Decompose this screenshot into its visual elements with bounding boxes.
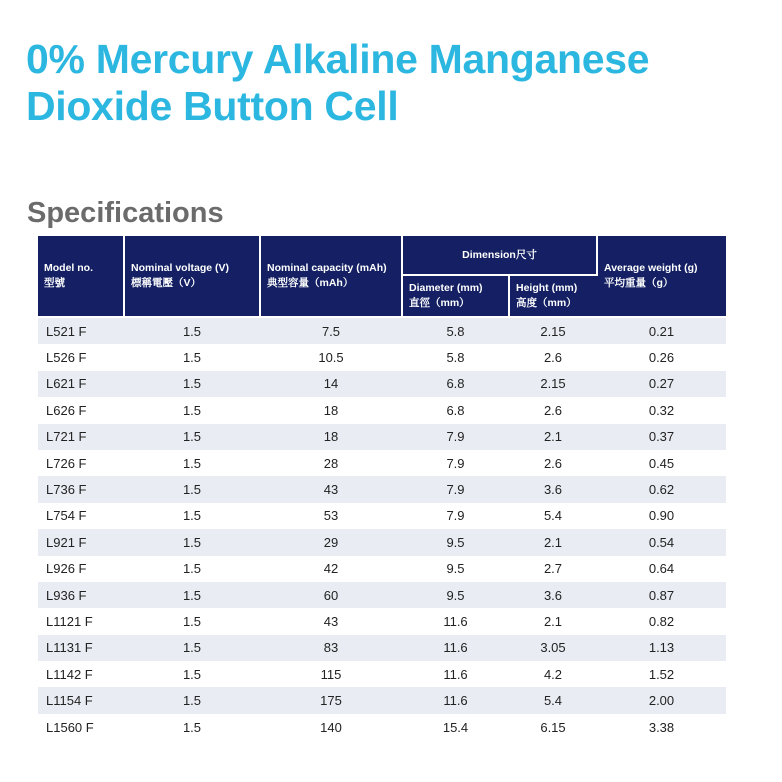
table-row — [38, 556, 726, 582]
cell-diameter: 7.9 — [402, 450, 509, 476]
cell-height: 3.6 — [509, 582, 597, 608]
cell-capacity: 18 — [260, 397, 402, 423]
cell-capacity: 140 — [260, 714, 402, 740]
cell-voltage: 1.5 — [124, 635, 260, 661]
cell-voltage: 1.5 — [124, 317, 260, 344]
table-row — [38, 582, 726, 608]
cell-model: L726 F — [38, 450, 124, 476]
header-dimension — [402, 236, 597, 275]
cell-model: L754 F — [38, 503, 124, 529]
cell-weight: 3.38 — [597, 714, 726, 740]
table-row — [38, 424, 726, 450]
cell-voltage: 1.5 — [124, 476, 260, 502]
table-row — [38, 371, 726, 397]
cell-voltage: 1.5 — [124, 608, 260, 634]
header-voltage-label: Nominal voltage (V) 標稱電壓（V） — [131, 262, 230, 289]
cell-capacity: 28 — [260, 450, 402, 476]
cell-diameter: 7.9 — [402, 424, 509, 450]
cell-height: 3.05 — [509, 635, 597, 661]
cell-model: L526 F — [38, 344, 124, 370]
cell-model: L1560 F — [38, 714, 124, 740]
cell-height: 2.15 — [509, 371, 597, 397]
header-weight — [597, 236, 726, 317]
cell-capacity: 60 — [260, 582, 402, 608]
cell-diameter: 6.8 — [402, 371, 509, 397]
cell-height: 2.1 — [509, 424, 597, 450]
cell-model: L521 F — [38, 317, 124, 344]
header-model — [38, 236, 124, 317]
cell-weight: 0.26 — [597, 344, 726, 370]
page-title: 0% Mercury Alkaline Manganese Dioxide Button Cell — [26, 36, 650, 129]
cell-height: 4.2 — [509, 661, 597, 687]
cell-model: L1142 F — [38, 661, 124, 687]
cell-capacity: 42 — [260, 556, 402, 582]
table-row — [38, 661, 726, 687]
cell-capacity: 43 — [260, 608, 402, 634]
header-dimension-label: Dimension尺寸 — [462, 248, 537, 261]
cell-weight: 0.32 — [597, 397, 726, 423]
cell-voltage: 1.5 — [124, 556, 260, 582]
cell-diameter: 9.5 — [402, 529, 509, 555]
cell-diameter: 5.8 — [402, 344, 509, 370]
cell-model: L936 F — [38, 582, 124, 608]
cell-diameter: 11.6 — [402, 687, 509, 713]
cell-weight: 0.82 — [597, 608, 726, 634]
cell-height: 2.7 — [509, 556, 597, 582]
cell-weight: 1.52 — [597, 661, 726, 687]
cell-diameter: 5.8 — [402, 317, 509, 344]
table-row — [38, 344, 726, 370]
cell-capacity: 7.5 — [260, 317, 402, 344]
table-row — [38, 503, 726, 529]
cell-height: 6.15 — [509, 714, 597, 740]
cell-weight: 0.64 — [597, 556, 726, 582]
table-row — [38, 529, 726, 555]
cell-model: L626 F — [38, 397, 124, 423]
cell-weight: 0.87 — [597, 582, 726, 608]
cell-voltage: 1.5 — [124, 687, 260, 713]
cell-diameter: 15.4 — [402, 714, 509, 740]
cell-capacity: 83 — [260, 635, 402, 661]
cell-height: 2.6 — [509, 397, 597, 423]
cell-height: 5.4 — [509, 503, 597, 529]
table-row — [38, 476, 726, 502]
cell-height: 2.1 — [509, 529, 597, 555]
cell-diameter: 9.5 — [402, 582, 509, 608]
cell-height: 2.15 — [509, 317, 597, 344]
cell-model: L721 F — [38, 424, 124, 450]
cell-voltage: 1.5 — [124, 344, 260, 370]
cell-capacity: 115 — [260, 661, 402, 687]
table-row — [38, 608, 726, 634]
cell-capacity: 53 — [260, 503, 402, 529]
cell-diameter: 11.6 — [402, 608, 509, 634]
cell-voltage: 1.5 — [124, 714, 260, 740]
cell-voltage: 1.5 — [124, 503, 260, 529]
cell-model: L1121 F — [38, 608, 124, 634]
table-row — [38, 687, 726, 713]
header-model-label: Model no. 型號 — [44, 262, 93, 289]
cell-voltage: 1.5 — [124, 582, 260, 608]
cell-height: 2.6 — [509, 344, 597, 370]
header-diameter-label: Diameter (mm) 直徑（mm） — [409, 282, 483, 309]
table-row — [38, 317, 726, 344]
cell-voltage: 1.5 — [124, 661, 260, 687]
cell-weight: 0.37 — [597, 424, 726, 450]
cell-voltage: 1.5 — [124, 450, 260, 476]
cell-model: L736 F — [38, 476, 124, 502]
table-row — [38, 714, 726, 740]
table-header — [38, 236, 726, 317]
cell-capacity: 29 — [260, 529, 402, 555]
cell-capacity: 10.5 — [260, 344, 402, 370]
header-diameter — [402, 275, 509, 317]
cell-height: 3.6 — [509, 476, 597, 502]
table-row — [38, 635, 726, 661]
cell-diameter: 7.9 — [402, 476, 509, 502]
cell-weight: 0.27 — [597, 371, 726, 397]
cell-model: L621 F — [38, 371, 124, 397]
header-capacity — [260, 236, 402, 317]
header-height-label: Height (mm) 高度（mm） — [516, 282, 578, 309]
cell-diameter: 7.9 — [402, 503, 509, 529]
cell-diameter: 11.6 — [402, 635, 509, 661]
cell-diameter: 9.5 — [402, 556, 509, 582]
cell-weight: 2.00 — [597, 687, 726, 713]
cell-voltage: 1.5 — [124, 424, 260, 450]
cell-weight: 1.13 — [597, 635, 726, 661]
table-row — [38, 397, 726, 423]
header-height — [509, 275, 597, 317]
header-weight-label: Average weight (g) 平均重量（g） — [604, 262, 698, 289]
table-body — [38, 317, 726, 740]
cell-capacity: 14 — [260, 371, 402, 397]
cell-model: L1154 F — [38, 687, 124, 713]
cell-height: 2.6 — [509, 450, 597, 476]
cell-model: L921 F — [38, 529, 124, 555]
cell-height: 2.1 — [509, 608, 597, 634]
cell-capacity: 175 — [260, 687, 402, 713]
cell-voltage: 1.5 — [124, 529, 260, 555]
table-row — [38, 450, 726, 476]
cell-weight: 0.90 — [597, 503, 726, 529]
cell-weight: 0.21 — [597, 317, 726, 344]
cell-weight: 0.45 — [597, 450, 726, 476]
header-capacity-label: Nominal capacity (mAh) 典型容量（mAh） — [267, 262, 387, 289]
cell-diameter: 6.8 — [402, 397, 509, 423]
cell-weight: 0.54 — [597, 529, 726, 555]
cell-height: 5.4 — [509, 687, 597, 713]
section-heading-specifications: Specifications — [27, 197, 224, 229]
cell-capacity: 18 — [260, 424, 402, 450]
cell-voltage: 1.5 — [124, 371, 260, 397]
header-voltage — [124, 236, 260, 317]
cell-model: L1131 F — [38, 635, 124, 661]
cell-diameter: 11.6 — [402, 661, 509, 687]
cell-weight: 0.62 — [597, 476, 726, 502]
cell-model: L926 F — [38, 556, 124, 582]
cell-voltage: 1.5 — [124, 397, 260, 423]
specifications-table — [38, 236, 726, 740]
cell-capacity: 43 — [260, 476, 402, 502]
